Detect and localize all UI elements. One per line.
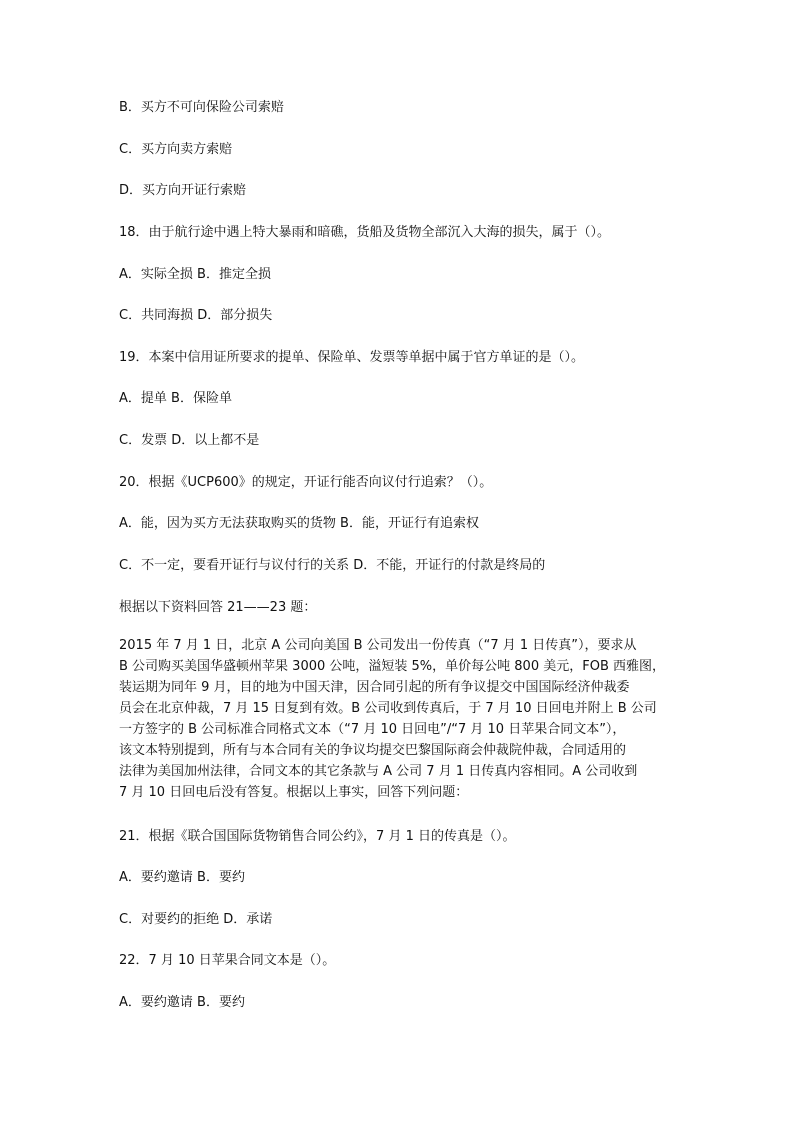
passage-line: 7 月 10 日回电后没有答复。根据以上事实，回答下列问题： <box>119 785 469 800</box>
options-20-ab: A．能，因为买方无法获取购买的货物 B．能，开证行有追索权 <box>119 516 479 531</box>
question-19: 19．本案中信用证所要求的提单、保险单、发票等单据中属于官方单证的是（）。 <box>119 350 585 365</box>
passage-line: 一方签字的 B 公司标准合同格式文本（“7 月 10 日回电”/“7 月 10 日苹果合同文本”）， <box>119 722 626 737</box>
section-intro: 根据以下资料回答 21——23 题： <box>119 600 317 615</box>
question-22: 22．7 月 10 日苹果合同文本是（）。 <box>119 953 336 968</box>
passage-line: 2015 年 7 月 1 日，北京 A 公司向美国 B 公司发出一份传真（“7 月 1 日传真”），要求从 <box>119 638 637 653</box>
options-21-cd: C．对要约的拒绝 D．承诺 <box>119 912 273 927</box>
question-20: 20．根据《UCP600》的规定，开证行能否向议付行追索？（）。 <box>119 475 493 490</box>
passage-line: 该文本特别提到，所有与本合同有关的争议均提交巴黎国际商会仲裁院仲裁，合同适用的 <box>119 743 627 758</box>
passage-line: B 公司购买美国华盛顿州苹果 3000 公吨，溢短装 5%，单价每公吨 800 美元，FOB 西雅图， <box>119 659 665 674</box>
passage-line: 法律为美国加州法律，合同文本的其它条款与 A 公司 7 月 1 日传真内容相同。A 公司收到 <box>119 764 638 779</box>
options-20-cd: C．不一定，要看开证行与议付行的关系 D．不能，开证行的付款是终局的 <box>119 558 546 573</box>
options-19-ab: A．提单 B．保险单 <box>119 391 232 406</box>
case-passage <box>119 635 679 803</box>
option-17b: B．买方不可向保险公司索赔 <box>119 100 284 115</box>
passage-line: 员会在北京仲裁，7 月 15 日复到有效。B 公司收到传真后，于 7 月 10 日回电并附上 B 公司 <box>119 701 657 716</box>
options-21-ab: A．要约邀请 B．要约 <box>119 870 245 885</box>
options-19-cd: C．发票 D．以上都不是 <box>119 433 260 448</box>
options-18-cd: C．共同海损 D．部分损失 <box>119 308 273 323</box>
option-17c: C．买方向卖方索赔 <box>119 142 233 157</box>
options-18-ab: A．实际全损 B．推定全损 <box>119 267 271 282</box>
option-17d: D．买方向开证行索赔 <box>119 183 247 198</box>
question-18: 18．由于航行途中遇上特大暴雨和暗礁，货船及货物全部沉入大海的损失，属于（）。 <box>119 225 611 240</box>
options-22-ab: A．要约邀请 B．要约 <box>119 995 245 1010</box>
passage-line: 装运期为同年 9 月，目的地为中国天津，因合同引起的所有争议提交中国国际经济仲裁委 <box>119 680 630 695</box>
question-21: 21．根据《联合国国际货物销售合同公约》，7 月 1 日的传真是（）。 <box>119 829 516 844</box>
